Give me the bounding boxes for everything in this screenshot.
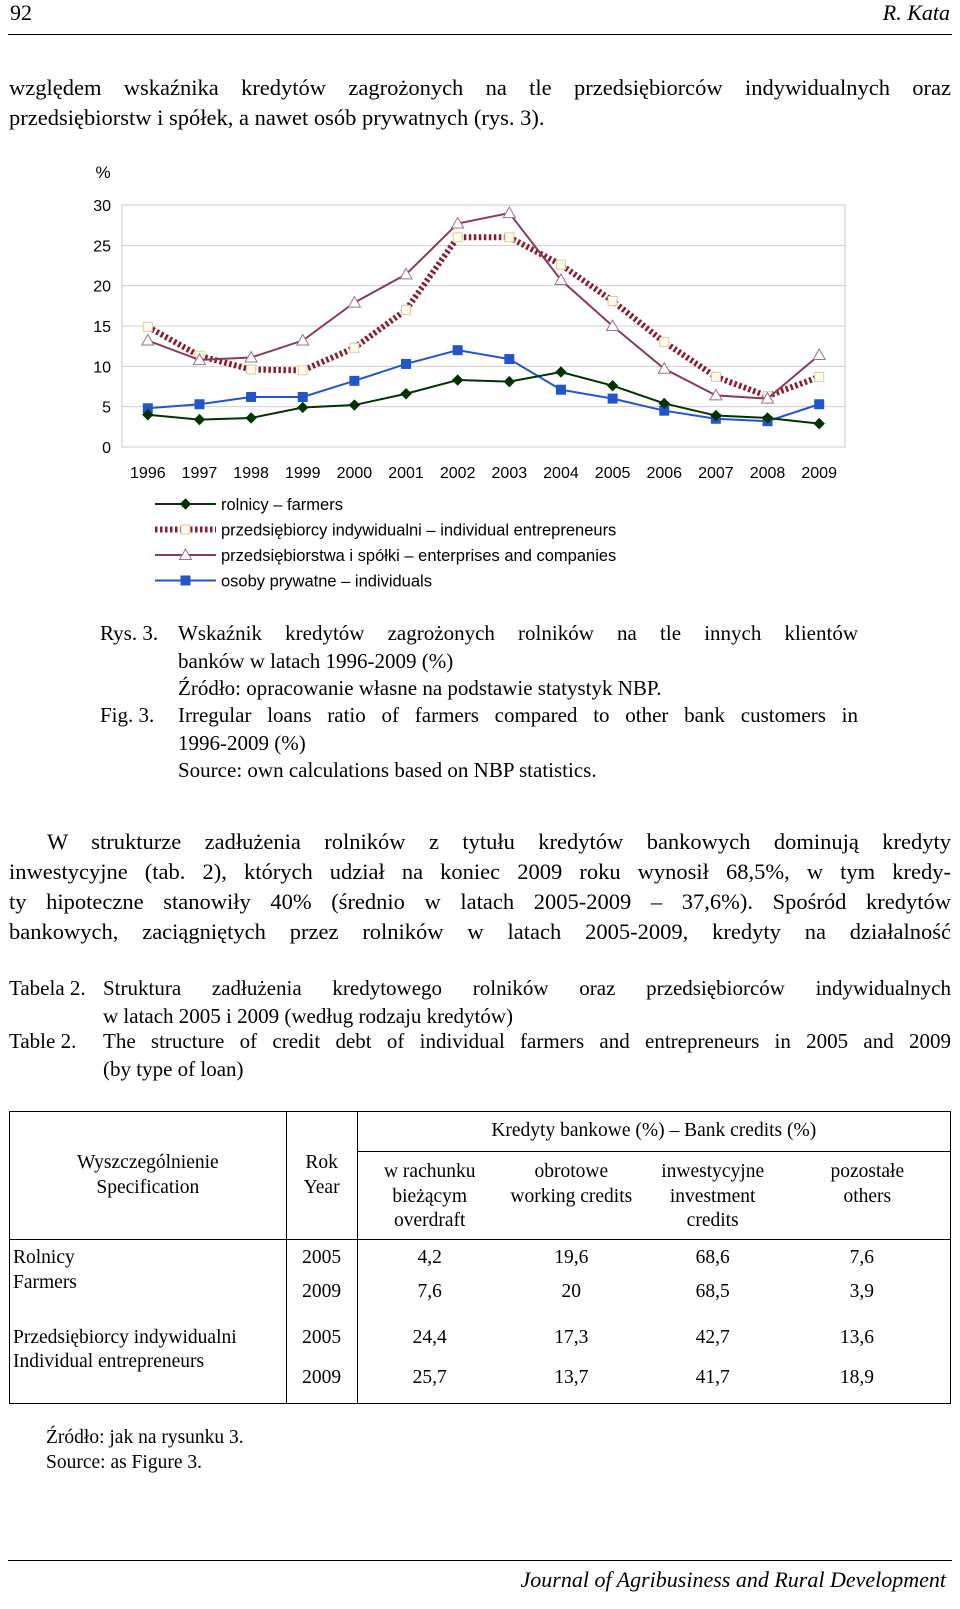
col-working-pl: obrotowe [534,1161,609,1182]
body-line-1: W strukturze zadłużenia rolników z tytułu kredytów bankowych dominują kredyty [47,829,951,854]
figure-source-en: Source: own calculations based on NBP statistics. [178,758,597,782]
data-point-marker [401,389,411,399]
legend-label: rolnicy – farmers [221,496,343,514]
y-axis-unit-label: % [95,163,111,182]
data-point-marker [348,297,360,308]
data-point-marker [453,233,462,242]
col-overdraft-en: overdraft [394,1210,466,1231]
y-tick-label: 20 [93,278,111,296]
spec-header-en: Specification [96,1176,200,1198]
figure-source-pl: Źródło: opracowanie własne na podstawie statystyk NBP. [178,676,662,700]
data-point-marker [608,381,618,391]
data-point-marker [194,399,204,409]
data-point-marker [608,296,617,305]
row-group-entrepreneurs [10,1326,287,1404]
y-tick-label: 30 [93,198,111,215]
x-tick-label: 1999 [284,465,321,482]
x-tick-label: 2007 [698,465,734,482]
intro-paragraph: względem wskaźnika kredytów zagrożonych na tle przedsiębiorców indywidualnych oraz przedsiębiorstw i spółek, a nawet osób prywatnych (rys. 3). [9,75,951,130]
data-point-marker [181,576,191,586]
col-header-investment [641,1152,785,1240]
legend-item [155,522,616,540]
table-cell: 41,7 [641,1366,785,1404]
table-cell: 25,7 [357,1366,502,1404]
table-cell: 13,7 [502,1366,641,1404]
x-tick-label: 2000 [336,465,373,482]
x-tick-label: 1996 [130,465,166,482]
col-investment-en1: investment [669,1185,756,1207]
farmers-name-pl: Rolnicy [13,1247,75,1268]
data-point-marker [556,367,566,377]
data-point-marker [710,389,722,400]
table-cell: 7,6 [785,1240,951,1280]
x-tick-label: 1997 [181,465,218,482]
group-header: Kredyty bankowe (%) – Bank credits (%) [357,1112,950,1152]
figure-label-en: Fig. 3. [100,703,155,727]
table-cell: 2009 [286,1280,357,1326]
x-tick-label: 2004 [543,465,579,482]
running-author: R. Kata [882,0,950,25]
journal-name: Journal of Agribusiness and Rural Development [520,1567,946,1592]
x-tick-label: 2005 [594,465,631,482]
farmers-name-en: Farmers [13,1271,77,1293]
figure-label-pl: Rys. 3. [100,621,159,645]
x-tick-label: 2001 [388,465,424,482]
table-cell: 3,9 [785,1280,951,1326]
col-overdraft-pl1: w rachunku [383,1161,476,1182]
figure-title-en-line2: 1996-2009 (%) [178,730,306,755]
x-tick-label: 2002 [439,465,476,482]
table-source-pl: Źródło: jak na rysunku 3. [46,1427,244,1448]
table-cell: 13,6 [785,1326,951,1366]
irregular-loans-line-chart [0,160,960,600]
col-header-others [785,1152,951,1240]
data-point-marker [660,338,669,347]
table-title-en-line2: (by type of loan) [103,1056,244,1081]
data-point-marker [143,322,152,331]
figure-title-en-line1: Irregular loans ratio of farmers compared to other bank customers in [178,703,858,727]
body-line-3: ty hipoteczne stanowiły 40% (średnio w latach 2005-2009 – 37,6%). Spośród kredytów [9,889,951,914]
table-cell: 19,6 [554,1247,589,1268]
col-overdraft-pl2: bieżącym [392,1185,468,1207]
credit-structure-table [9,1111,951,1404]
x-tick-label: 2008 [749,465,786,482]
entrepreneurs-name-pl: Przedsiębiorcy indywidualni [13,1326,237,1348]
legend-label: przedsiębiorcy indywidualni – individual entrepreneurs [221,521,617,540]
y-tick-label: 5 [102,399,111,417]
legend-item [155,547,616,565]
y-tick-label: 0 [102,440,111,457]
table-label-pl: Tabela 2. [9,976,86,1000]
data-point-marker [504,377,514,387]
table-cell: 42,7 [695,1326,730,1348]
data-point-marker [181,525,190,534]
table-source [46,1425,244,1475]
x-tick-label: 2009 [801,465,837,482]
table-title-pl-line2: w latach 2005 i 2009 (według rodzaju kredytów) [103,1003,513,1028]
data-point-marker [453,345,463,355]
data-point-marker [503,207,515,218]
table-title-en-line1: The structure of credit debt of individual farmers and entrepreneurs in 2005 and 2009 [103,1029,951,1053]
data-point-marker [813,349,825,360]
data-point-marker [194,415,204,425]
legend-item [155,573,432,591]
data-point-marker [505,233,514,242]
table-cell: 17,3 [554,1326,589,1348]
data-point-marker [350,343,359,352]
data-point-marker [247,365,256,374]
row-group-farmers [10,1240,287,1326]
table-cell: 7,6 [417,1280,442,1302]
table-cell: 2005 [286,1240,357,1280]
data-point-marker [401,359,411,369]
data-point-marker [349,376,359,386]
data-point-marker [608,394,618,404]
data-point-marker [298,402,308,412]
data-point-marker [453,375,463,385]
col-investment-pl: inwestycyjne [661,1161,765,1182]
series-2 [143,233,823,401]
table-cell: 68,6 [695,1247,730,1268]
col-working-en: working credits [510,1185,633,1207]
page-footer [8,1560,952,1592]
data-point-marker [246,413,256,423]
chart-gridlines [122,205,845,447]
x-tick-label: 2003 [491,465,528,482]
figure-title-pl-line2: banków w latach 1996-2009 (%) [178,648,454,673]
series-3 [142,207,825,403]
figure-title-pl-line1: Wskaźnik kredytów zagrożonych rolników na tle innych klientów [178,621,858,645]
year-header-cell [286,1112,357,1240]
y-axis-ticks [93,198,111,457]
table-title-pl-line1: Struktura zadłużenia kredytowego rolników oraz przedsiębiorców indywidualnych [103,976,951,1000]
y-tick-label: 25 [93,238,111,256]
x-tick-label: 1998 [233,465,269,482]
data-point-marker [297,335,309,346]
table-source-en: Source: as Figure 3. [46,1452,202,1473]
table-cell: 18,9 [785,1366,951,1404]
y-tick-label: 15 [93,319,111,336]
data-point-marker [142,335,154,346]
table-cell: 20 [561,1280,582,1302]
chart-series [142,207,825,429]
data-point-marker [814,399,824,409]
y-tick-label: 10 [93,359,111,377]
table-cell: 68,5 [695,1280,730,1302]
entrepreneurs-name-en: Individual entrepreneurs [13,1351,205,1372]
data-point-marker [298,392,308,402]
table-cell: 4,2 [417,1247,442,1268]
data-point-marker [711,372,720,381]
col-others-en: others [843,1185,892,1207]
body-line-4: bankowych, zaciągniętych przez rolników w latach 2005-2009, kredyty na działalność [9,919,951,944]
x-axis-ticks [130,465,837,482]
data-point-marker [556,260,565,269]
table-cell: 2005 [286,1326,357,1366]
body-paragraph [9,827,951,947]
spec-header-pl: Wyszczególnienie [76,1152,219,1173]
chart-legend [155,496,616,591]
spec-header-cell [10,1112,287,1240]
page-header [8,0,952,35]
legend-label: przedsiębiorstwa i spółki – enterprises and companies [221,547,617,565]
data-point-marker [246,392,256,402]
col-header-overdraft [357,1152,502,1240]
data-point-marker [298,366,307,375]
data-point-marker [349,400,359,410]
data-point-marker [504,354,514,364]
x-tick-label: 2006 [646,465,683,482]
col-investment-en2: credits [686,1210,739,1231]
table-label-en: Table 2. [9,1029,77,1053]
legend-label: osoby prywatne – individuals [221,572,432,591]
data-point-marker [181,499,191,509]
body-line-2: inwestycyjne (tab. 2), których udział na koniec 2009 roku wynosił 68,5%, w tym kredy- [9,859,951,884]
data-point-marker [814,419,824,429]
year-header-pl: Rok [305,1152,338,1173]
col-header-working [502,1152,641,1240]
data-point-marker [556,385,566,395]
data-point-marker [815,372,824,381]
legend-item [155,496,343,514]
table-cell: 2009 [286,1366,357,1404]
table-cell: 24,4 [412,1326,447,1348]
year-header-en: Year [303,1176,340,1198]
page-number: 92 [10,0,32,25]
col-others-pl: pozostałe [830,1161,905,1182]
data-point-marker [402,305,411,314]
